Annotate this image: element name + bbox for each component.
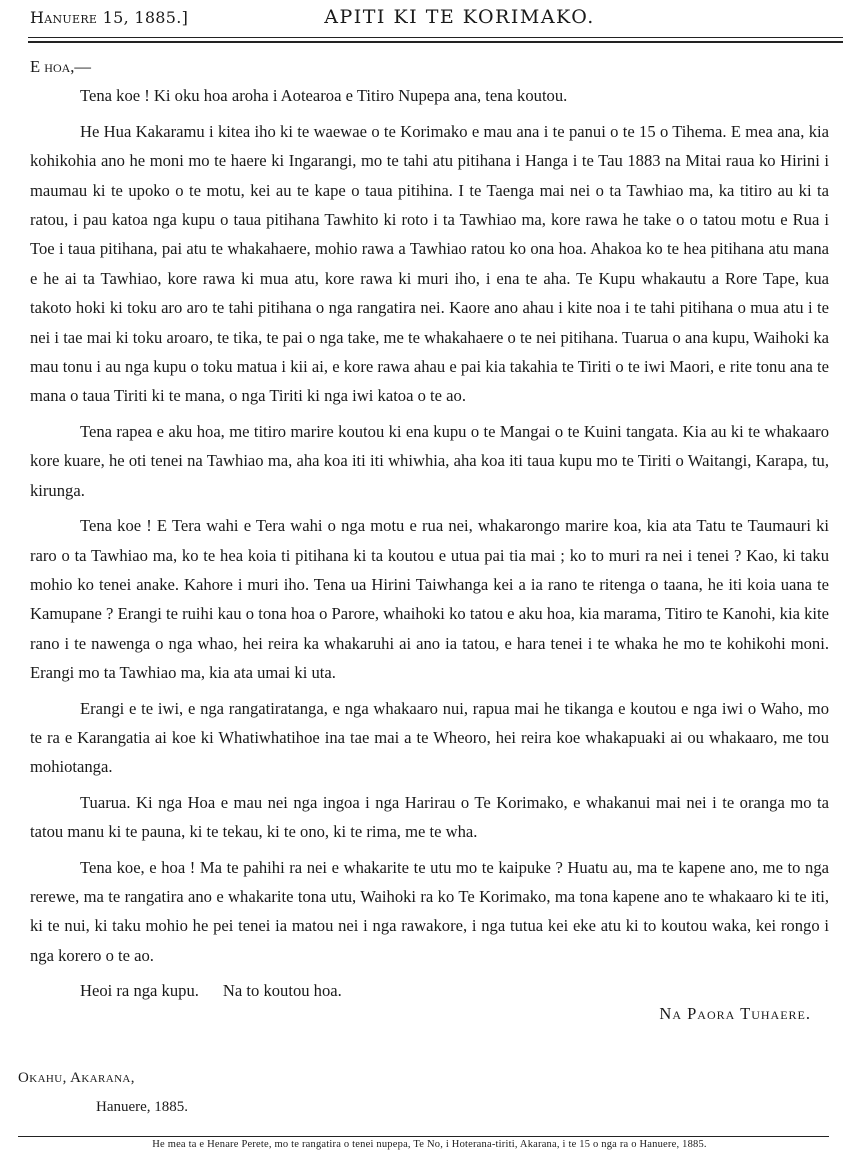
salutation: E hoa,— — [30, 57, 92, 76]
issue-date: Hanuere 15, 1885.] — [30, 8, 189, 27]
footer-rule — [18, 1136, 829, 1137]
page-title: APITI KI TE KORIMAKO. — [324, 6, 595, 28]
paragraph-2: He Hua Kakaramu i kitea iho ki te waewae o te Korimako e mau ana i te panui o te 15 o Tihema. E mea ana, kia kohikohia ano he moni mo te haere ki Ingarangi, mo te tahi atu pitihana i Hanga i te Tau 1883 na Mitai raua ko Hirini i maumau ki te upoko o te motu, kei au te kape o taua pitihina. I te Taenga mai nei o ta Tawhiao ma, ka titiro au ki ta ratou, i pau katoa nga kupu o taua pitihana Tawhito ki roto i ta Tawhiao ma, kore rawa he take o o tatou motu e Rua i Toe i taua pitihana, pai atu te whakahaere, mohio rawa a Tawhiao ratou ko ona hoa. Ahakoa ko te hea pitihana atu mana e he ai ta Tawhiao, kore rawa ki mua atu, kore rawa ki muri iho, i ena te aha. Te Kupu whakautu a Rore Tape, kua takoto hoki ki toku aro aro te tahi pitihana o nga rangatira nei. Kaore ano ahau i kite noa i te tahi pitihana o mua atu i te nei i tae mai ki toku aroaro, te tika, te pai o nga take, me te whakahaere o te nei pitihana. Tuarua o ana kupu, Waihoki ka mau tonu i au nga kupu o toku matua i kii ai, e kore rawa ahau e pai kia takahia te Tiriti o te iwi Maori, e rite tonu ana te mana o taua Tiriti ki te mana, o nga Tiriti ki nga iwi katoa o te ao. — [30, 121, 829, 406]
paragraph-7: Tena koe, e hoa ! Ma te pahihi ra nei e whakarite te utu mo te kaipuke ? Huatu au, ma te kapene ano, me to nga rerewe, ma te rangatira ano e whakarite tona utu, Waihoki ra ko Te Korimako, ma tona kapene ano te whakaaro ki te iti, ki te nui, ki taku mohio he pei tenei ia matou nei i nga rawakore, i nga tutua kei eke atu ki to koutou waka, kei rongo i nga korero o te ao. — [30, 857, 829, 965]
closing-words: Heoi ra nga kupu. — [80, 981, 199, 1001]
paragraph-5: Erangi e te iwi, e nga rangatiratanga, e nga whakaaro nui, rapua mai he tikanga e koutou e nga iwi o Waho, mo te ra e Karangatia ai koe ki Whatiwhatihoe ina tae mai a te Wheoro, hei reira koe whakapuaki ai ou whakaaro, me tou mohiotanga. — [30, 698, 829, 777]
signature: Na Paora Tuhaere. — [659, 1004, 811, 1024]
paragraph-6: Tuarua. Ki nga Hoa e mau nei nga ingoa i nga Harirau o Te Korimako, e whakanui mai nei i te oranga mo ta tatou manu ki te pauna, ki te tekau, ki te ono, ki te rima, me te wha. — [30, 792, 829, 842]
closing-hoa: Na to koutou hoa. — [222, 981, 342, 1001]
letter-date: Hanuere, 1885. — [96, 1099, 189, 1115]
letter-body — [30, 52, 829, 1024]
header-rule-thin — [28, 37, 843, 38]
paragraph-4: Tena koe ! E Tera wahi e Tera wahi o nga motu e rua nei, whakarongo marire koa, kia ata Tatu te Taumauri ki raro o ta Tawhiao ma, ko te hea koia ti pitihana ki ta koutou e utua pai tia mai ; ko to muri ra nei i tenei ? Kao, ki taku mohio ko tenei anake. Kahore i muri iho. Tena ua Hirini Taiwhanga kei a ia rano te ritenga o taana, he iti koia uana te Kamupane ? Erangi te ruihi kau o tona hoa o Parore, whaihoki ko tatou e aku hoa, kia marama, Titiro te Kanohi, kia kite rano i te nawenga o nga whao, hei reira ka whakaruhi ai ano ia tatou, e hara tenei i te whaka he mo te kohikohi moni. Erangi mo ta Tawhiao ma, kia ata umai ki uta. — [30, 516, 829, 683]
paragraph-3: Tena rapea e aku hoa, me titiro marire koutou ki ena kupu o te Mangai o te Kuini tangata. Kia au ki te whakaaro kore kuare, he oti tenei na Tawhiao ma, aha koa iti iti whiwhia, aha koa iti taua kupu mo te Tiriti o Waitangi, Karapa, tu, kirunga. — [30, 421, 829, 500]
paragraph-1: Tena koe ! Ki oku hoa aroha i Aotearoa e Titiro Nupepa ana, tena koutou. — [80, 86, 568, 106]
header-rule-thick — [28, 41, 843, 43]
printer-imprint: He mea ta e Henare Perete, mo te rangatira o tenei nupepa, Te No, i Hoterana-tiriti, Akarana, i te 15 o nga ra o Hanuere, 1885. — [152, 1139, 707, 1150]
running-head — [30, 6, 829, 32]
letter-place: Okahu, Akarana, — [18, 1070, 135, 1086]
closing-line — [30, 976, 829, 1024]
